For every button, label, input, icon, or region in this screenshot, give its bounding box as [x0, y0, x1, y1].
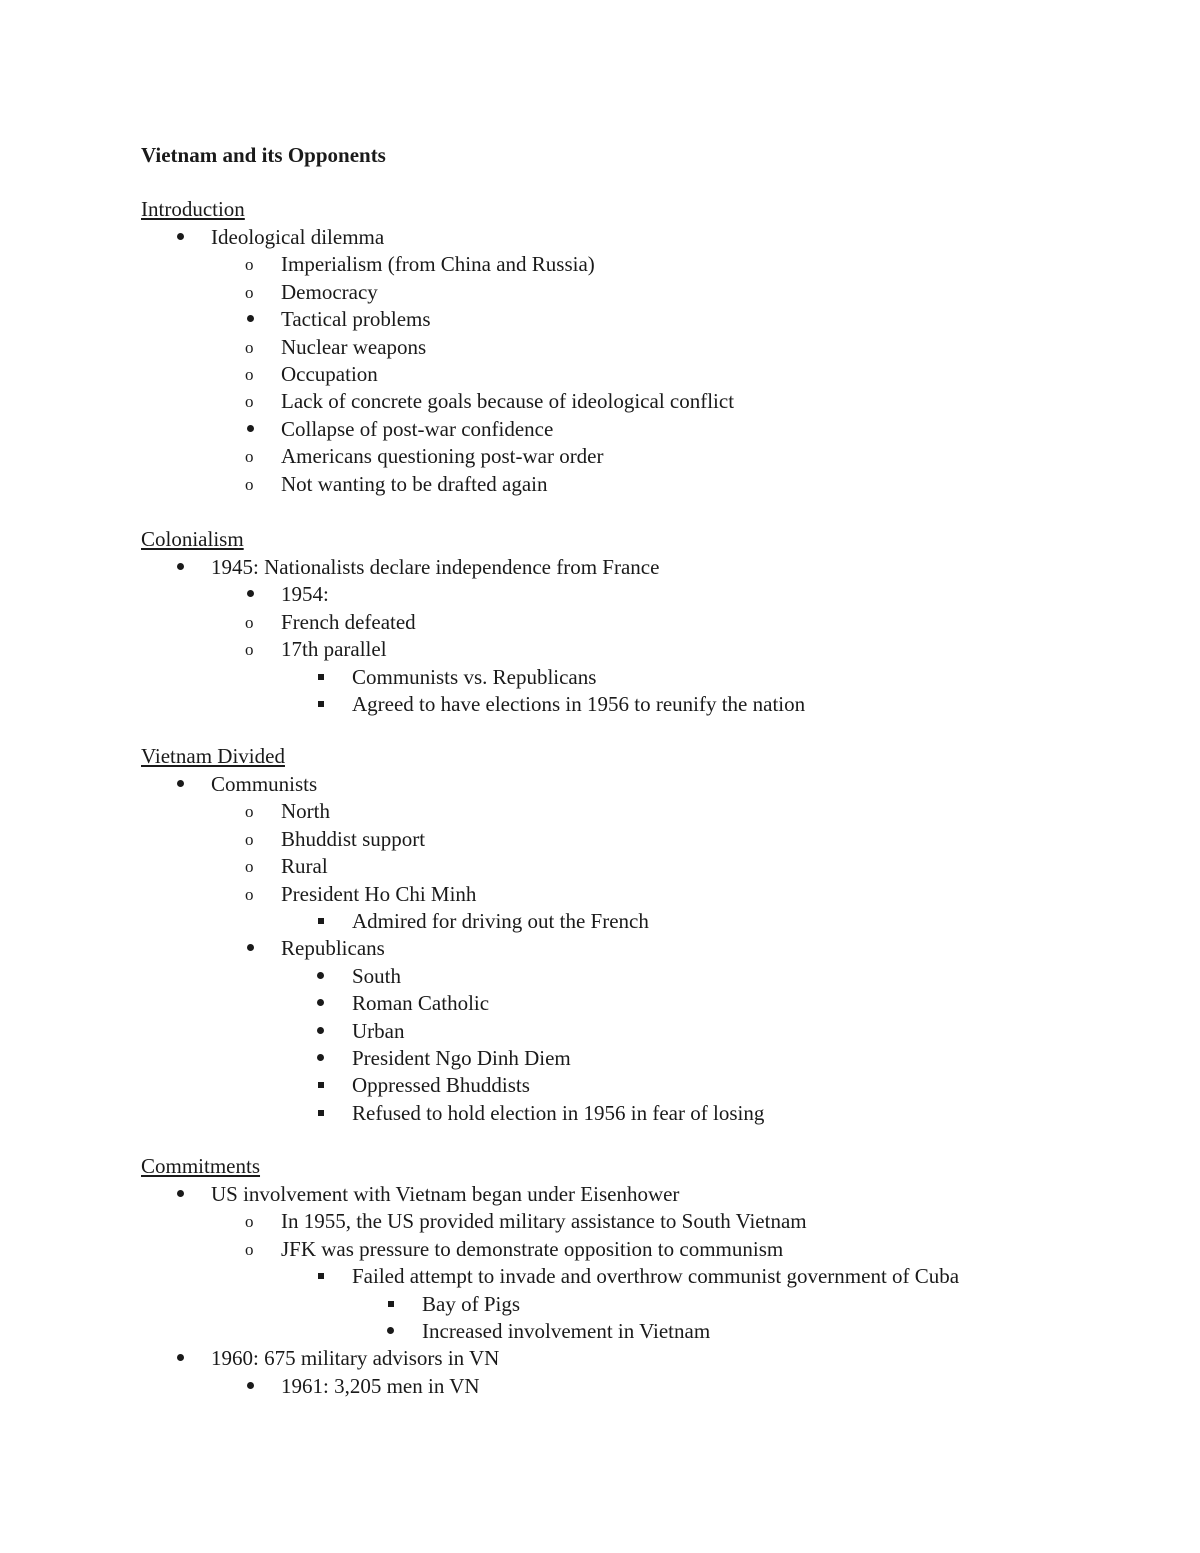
- list-item-text: Bhuddist support: [281, 826, 426, 851]
- section-heading: Introduction: [141, 197, 245, 221]
- list-item-text: Democracy: [281, 279, 378, 304]
- list-item-text: President Ngo Dinh Diem: [352, 1046, 571, 1070]
- section-heading: Commitments: [141, 1154, 261, 1178]
- list-item-text: Refused to hold election in 1956 in fear of losing: [352, 1100, 765, 1125]
- list-item-text: In 1955, the US provided military assistance to South Vietnam: [281, 1209, 807, 1234]
- list-item-text: Tactical problems: [281, 307, 431, 332]
- list-item-text: Not wanting to be drafted again: [281, 471, 548, 496]
- list-item-text: Failed attempt to invade and overthrow communist government of Cuba: [352, 1264, 960, 1289]
- document-title: Vietnam and its Opponents: [141, 143, 386, 167]
- list-item-text: Republicans: [281, 936, 385, 961]
- list-item-text: Occupation: [281, 362, 378, 386]
- list-item-text: Lack of concrete goals because of ideological conflict: [281, 389, 735, 414]
- list-item-text: Communists vs. Republicans: [352, 664, 597, 689]
- list-item-text: 1945: Nationalists declare independence from France: [211, 555, 660, 579]
- list-item-text: North: [281, 799, 330, 824]
- list-item-text: Imperialism (from China and Russia): [281, 252, 595, 277]
- list-item-text: Collapse of post-war confidence: [281, 416, 554, 441]
- list-item-text: Ideological dilemma: [211, 225, 385, 249]
- list-item-text: French defeated: [281, 609, 416, 634]
- list-item-text: Roman Catholic: [352, 991, 490, 1016]
- list-item-text: Americans questioning post-war order: [281, 444, 604, 469]
- list-item-text: Rural: [281, 854, 328, 879]
- list-item-text: 17th parallel: [281, 637, 387, 662]
- list-item-text: Increased involvement in Vietnam: [422, 1319, 711, 1343]
- list-item-text: Oppressed Bhuddists: [352, 1073, 530, 1098]
- list-item-text: Communists: [211, 772, 318, 796]
- list-item-text: Bay of Pigs: [422, 1291, 521, 1316]
- list-item-text: JFK was pressure to demonstrate opposition to communism: [281, 1236, 784, 1261]
- list-item-text: Urban: [352, 1018, 405, 1043]
- list-item-text: 1954:: [281, 582, 329, 607]
- list-item-text: Agreed to have elections in 1956 to reunify the nation: [352, 692, 806, 716]
- list-item-text: 1960: 675 military advisors in VN: [211, 1346, 500, 1371]
- list-item-text: President Ho Chi Minh: [281, 881, 477, 906]
- section-heading: Vietnam Divided: [141, 744, 285, 768]
- list-item-text: Nuclear weapons: [281, 334, 427, 359]
- list-item-text: 1961: 3,205 men in VN: [281, 1373, 480, 1398]
- list-item-text: Admired for driving out the French: [352, 909, 649, 933]
- list-item-text: South: [352, 963, 402, 988]
- section-heading: Colonialism: [141, 527, 244, 551]
- list-item-text: US involvement with Vietnam began under Eisenhower: [211, 1182, 680, 1206]
